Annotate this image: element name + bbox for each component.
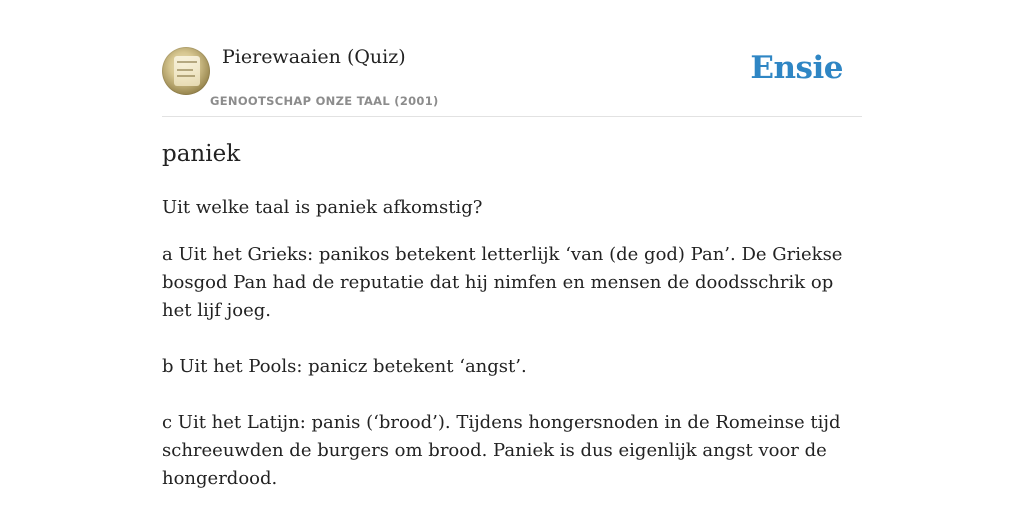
source-title-link[interactable]: Pierewaaien (Quiz) xyxy=(222,46,406,68)
quiz-question: Uit welke taal is paniek afkomstig? xyxy=(162,197,483,218)
answer-option-b: b Uit het Pools: panicz betekent ‘angst’. xyxy=(162,356,527,377)
answer-option-a: a Uit het Grieks: panikos betekent letterlijk ‘van (de god) Pan’. De Griekse bosgod Pan had de reputatie dat hij nimfen en mensen de doodsschrik op het lijf joeg. xyxy=(162,244,843,321)
source-avatar[interactable] xyxy=(162,47,210,95)
source-header xyxy=(162,46,862,117)
entry-content xyxy=(162,138,862,512)
source-publisher: GENOOTSCHAP ONZE TAAL (2001) xyxy=(210,94,439,108)
cover-text-line xyxy=(177,69,193,71)
entry-headword: paniek xyxy=(162,141,241,167)
ensie-logo[interactable]: Ensie xyxy=(750,50,843,86)
cover-title-line xyxy=(177,61,197,63)
answer-option-c: c Uit het Latijn: panis (‘brood’). Tijdens hongersnoden in de Romeinse tijd schreeuwden de burgers om brood. Paniek is dus eigenlijk angst voor de hongerdood. xyxy=(162,412,841,489)
cover-text-line xyxy=(177,75,195,77)
